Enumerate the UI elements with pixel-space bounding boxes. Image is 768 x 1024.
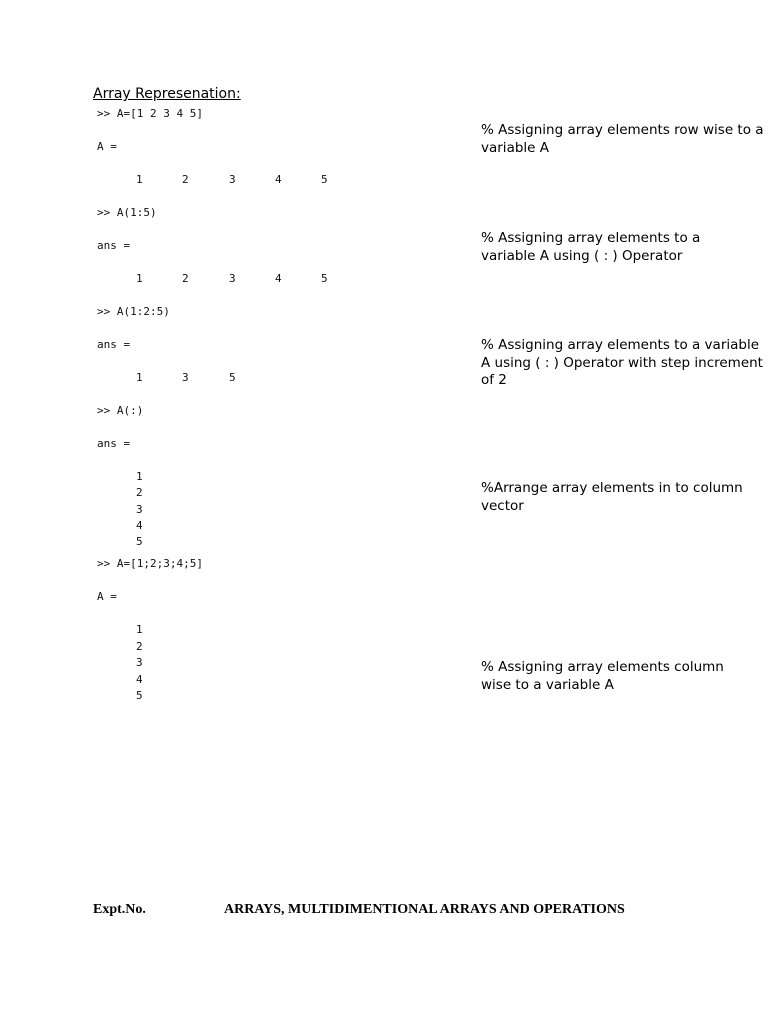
expt-no-label: Expt.No. (93, 902, 146, 917)
experiment-title: ARRAYS, MULTIDIMENTIONAL ARRAYS AND OPERATIONS (224, 902, 625, 917)
command-line: >> A(1:5) (97, 206, 157, 219)
result-label: A = (97, 590, 117, 603)
output-value: 2 (182, 272, 189, 285)
output-value: 4 (136, 672, 143, 686)
output-value: 3 (229, 272, 236, 285)
result-label: ans = (97, 338, 131, 351)
command-line: >> A(1:2:5) (97, 305, 170, 318)
row-vector-output (0, 371, 400, 385)
output-value: 4 (275, 272, 282, 285)
command-line: >> A=[1 2 3 4 5] (97, 107, 203, 120)
output-value: 1 (136, 371, 143, 384)
output-value: 5 (136, 689, 143, 703)
output-value: 2 (182, 173, 189, 186)
column-vector-output (136, 623, 143, 706)
row-vector-output (0, 272, 400, 286)
comment-column-wise: % Assigning array elements column wise to a variable A (481, 659, 724, 693)
command-line: >> A=[1;2;3;4;5] (97, 557, 203, 570)
output-value: 3 (229, 173, 236, 186)
output-value: 3 (182, 371, 189, 384)
comment-row-wise: % Assigning array elements row wise to a variable A (481, 122, 764, 156)
output-value: 3 (136, 656, 143, 670)
comment-step-increment: % Assigning array elements to a variable A using ( : ) Operator with step increment of 2 (481, 337, 763, 388)
comment-colon-operator: % Assigning array elements to a variable A using ( : ) Operator (481, 230, 701, 264)
result-label: A = (97, 140, 117, 153)
output-value: 5 (229, 371, 236, 384)
output-value: 2 (136, 639, 143, 653)
output-value: 5 (136, 535, 143, 549)
output-value: 5 (321, 173, 328, 186)
comment-column-vector: %Arrange array elements in to column vector (481, 480, 743, 514)
output-value: 4 (275, 173, 282, 186)
output-value: 4 (136, 518, 143, 532)
output-value: 1 (136, 173, 143, 186)
result-label: ans = (97, 239, 131, 252)
row-vector-output (0, 173, 400, 187)
section-heading: Array Represenation: (93, 86, 241, 102)
output-value: 5 (321, 272, 328, 285)
output-value: 1 (136, 623, 143, 636)
output-value: 1 (136, 272, 143, 285)
result-label: ans = (97, 437, 131, 450)
output-value: 3 (136, 502, 143, 516)
output-value: 2 (136, 486, 143, 500)
column-vector-output (136, 470, 143, 551)
command-line: >> A(:) (97, 404, 144, 417)
output-value: 1 (136, 470, 143, 483)
